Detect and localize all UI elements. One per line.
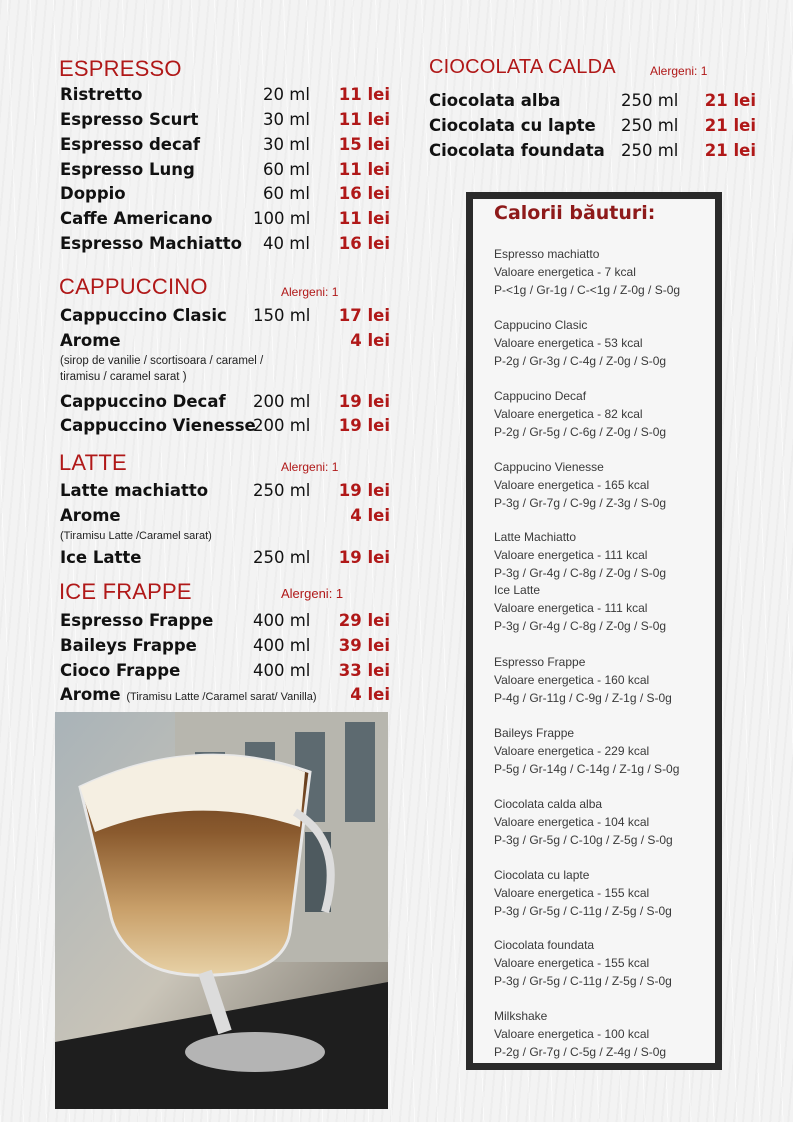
calorie-line: Valoare energetica - 229 kcal [494, 743, 650, 758]
calorie-line: Valoare energetica - 7 kcal [494, 264, 636, 279]
menu-item [60, 133, 390, 157]
calorie-line: Cappucino Decaf [494, 389, 587, 403]
calorie-line: Cappucino Vienesse [494, 460, 604, 474]
calorie-line: Ciocolata calda alba [494, 797, 603, 811]
item-name: Espresso Scurt [60, 110, 199, 129]
calorie-line: P-3g / Gr-5g / C-11g / Z-5g / S-0g [494, 973, 672, 988]
menu-item [60, 634, 390, 658]
item-volume: 400 ml [253, 611, 311, 630]
menu-item [60, 546, 390, 570]
calorie-line: Valoare energetica - 155 kcal [494, 885, 650, 900]
menu-item [60, 659, 390, 683]
item-price: 17 lei [338, 306, 390, 325]
arome-note-line: (sirop de vanilie / scortisoara / caramel / [60, 355, 264, 367]
item-volume: 250 ml [621, 91, 679, 110]
item-name: Doppio [60, 184, 126, 203]
item-volume: 40 ml [263, 234, 310, 253]
calorie-line: Latte Machiatto [494, 530, 577, 544]
item-volume: 250 ml [253, 548, 311, 567]
calorie-line: P-3g / Gr-5g / C-11g / Z-5g / S-0g [494, 903, 672, 918]
item-price: 19 lei [338, 392, 390, 411]
frappe-allergens: Alergeni: 1 [281, 586, 344, 601]
menu-item [60, 414, 390, 438]
calorie-entry [494, 388, 714, 441]
calorie-line: P-5g / Gr-14g / C-14g / Z-1g / S-0g [494, 761, 680, 776]
calorie-line: Valoare energetica - 165 kcal [494, 477, 650, 492]
item-name: Ciocolata foundata [429, 141, 605, 160]
coffee-photo [55, 712, 388, 1109]
item-volume: 200 ml [253, 392, 311, 411]
item-price: 4 lei [350, 685, 390, 704]
item-price: 11 lei [338, 85, 390, 104]
item-name: Ciocolata alba [429, 91, 561, 110]
item-name: Cappuccino Decaf [60, 392, 226, 411]
menu-item [60, 304, 390, 328]
menu-item [429, 114, 756, 138]
calorie-entry [494, 725, 714, 778]
item-price: 21 lei [704, 91, 756, 110]
item-name: Espresso Machiatto [60, 234, 242, 253]
cappuccino-title: CAPPUCCINO [59, 274, 208, 299]
item-name: Cappuccino Clasic [60, 306, 227, 325]
calorie-line: Espresso Frappe [494, 655, 586, 669]
ciocolata-allergens: Alergeni: 1 [650, 64, 708, 78]
item-volume: 400 ml [253, 636, 311, 655]
item-volume: 100 ml [253, 209, 311, 228]
arome-inline-note: (Tiramisu Latte /Caramel sarat/ Vanilla) [126, 691, 317, 703]
item-price: 11 lei [338, 160, 390, 179]
item-name: Baileys Frappe [60, 636, 197, 655]
item-volume: 250 ml [253, 481, 311, 500]
item-name: Ristretto [60, 85, 143, 104]
menu-item [60, 504, 390, 528]
item-volume: 30 ml [263, 135, 310, 154]
item-price: 19 lei [338, 481, 390, 500]
item-volume: 250 ml [621, 141, 679, 160]
calorie-line: P-2g / Gr-3g / C-4g / Z-0g / S-0g [494, 353, 667, 368]
latte-title: LATTE [59, 450, 127, 475]
item-volume: 250 ml [621, 116, 679, 135]
menu-item [60, 207, 390, 231]
item-price: 33 lei [338, 661, 390, 680]
calorie-line: Baileys Frappe [494, 726, 575, 740]
item-price: 15 lei [338, 135, 390, 154]
item-volume: 400 ml [253, 661, 311, 680]
ciocolata-title: CIOCOLATA CALDA [429, 56, 616, 78]
menu-item [60, 182, 390, 206]
item-price: 16 lei [338, 234, 390, 253]
calorie-line: Cappucino Clasic [494, 318, 588, 332]
espresso-title: ESPRESSO [59, 56, 182, 81]
item-price: 29 lei [338, 611, 390, 630]
calorie-entry [494, 246, 714, 299]
item-price: 21 lei [704, 116, 756, 135]
calorie-entry [494, 937, 714, 990]
calorie-line: Ciocolata foundata [494, 938, 595, 952]
menu-item [60, 609, 390, 633]
item-name [60, 683, 317, 709]
calorie-line: Valoare energetica - 111 kcal [494, 601, 648, 616]
item-price: 39 lei [338, 636, 390, 655]
calorie-line: P-4g / Gr-11g / C-9g / Z-1g / S-0g [494, 690, 672, 705]
calorie-entry [494, 654, 714, 707]
item-price: 4 lei [350, 506, 390, 525]
arome-note-line: tiramisu / caramel sarat ) [60, 371, 187, 383]
item-price: 19 lei [338, 416, 390, 435]
item-name: Espresso Lung [60, 160, 195, 179]
menu-item [60, 479, 390, 503]
calorie-entry [494, 459, 714, 512]
item-volume: 200 ml [253, 416, 311, 435]
calorie-title: Calorii băuturi: [494, 202, 656, 224]
menu-item [60, 232, 390, 256]
calorie-line: P-<1g / Gr-1g / C-<1g / Z-0g / S-0g [494, 282, 681, 297]
calorie-line: Valoare energetica - 100 kcal [494, 1026, 650, 1041]
menu-item [60, 108, 390, 132]
calorie-line: Espresso machiatto [494, 247, 600, 261]
arome-label: Arome [60, 685, 121, 704]
calorie-line: Valoare energetica - 111 kcal [494, 547, 648, 562]
item-volume: 30 ml [263, 110, 310, 129]
item-volume: 60 ml [263, 184, 310, 203]
item-name: Caffe Americano [60, 209, 213, 228]
calorie-line: P-2g / Gr-7g / C-5g / Z-4g / S-0g [494, 1044, 667, 1059]
item-volume: 60 ml [263, 160, 310, 179]
menu-item [429, 89, 756, 113]
latte-glass-illustration [55, 712, 388, 1109]
calorie-entry [494, 867, 714, 920]
item-price: 4 lei [350, 331, 390, 350]
calorie-entry [494, 796, 714, 849]
calorie-line: P-3g / Gr-7g / C-9g / Z-3g / S-0g [494, 495, 667, 510]
item-name: Latte machiatto [60, 481, 209, 500]
calorie-line: P-3g / Gr-5g / C-10g / Z-5g / S-0g [494, 832, 673, 847]
item-price: 21 lei [704, 141, 756, 160]
item-name: Cappuccino Vienesse [60, 416, 256, 435]
calorie-entry [494, 317, 714, 370]
menu-item [60, 683, 390, 707]
item-name: Espresso decaf [60, 135, 201, 154]
calorie-line: P-3g / Gr-4g / C-8g / Z-0g / S-0g [494, 618, 667, 633]
calorie-line: Milkshake [494, 1009, 548, 1023]
calorie-line: Ciocolata cu lapte [494, 868, 590, 882]
item-price: 11 lei [338, 110, 390, 129]
cappuccino-allergens: Alergeni: 1 [281, 285, 339, 299]
menu-item [60, 390, 390, 414]
frappe-title: ICE FRAPPE [59, 579, 192, 604]
calorie-line: Valoare energetica - 155 kcal [494, 955, 650, 970]
calorie-entry [494, 1008, 714, 1061]
item-price: 19 lei [338, 548, 390, 567]
arome-options-note [60, 353, 263, 385]
item-name: Ice Latte [60, 548, 142, 567]
menu-item [60, 158, 390, 182]
item-volume: 20 ml [263, 85, 310, 104]
calorie-line: Valoare energetica - 104 kcal [494, 814, 650, 829]
item-name: Ciocolata cu lapte [429, 116, 596, 135]
calorie-entry [494, 529, 714, 636]
item-price: 16 lei [338, 184, 390, 203]
calorie-line: Ice Latte [494, 583, 541, 598]
calorie-line: Valoare energetica - 160 kcal [494, 672, 650, 687]
calorie-line: P-3g / Gr-4g / C-8g / Z-0g / S-0g [494, 565, 667, 580]
item-volume: 150 ml [253, 306, 311, 325]
latte-allergens: Alergeni: 1 [281, 460, 339, 474]
menu-item [60, 83, 390, 107]
item-name: Cioco Frappe [60, 661, 181, 680]
calorie-line: Valoare energetica - 82 kcal [494, 406, 643, 421]
latte-arome-note: (Tiramisu Latte /Caramel sarat) [60, 530, 212, 542]
calorie-line: Valoare energetica - 53 kcal [494, 335, 643, 350]
calorie-line: P-2g / Gr-5g / C-6g / Z-0g / S-0g [494, 424, 667, 439]
menu-item [429, 139, 756, 163]
item-name: Arome [60, 331, 121, 350]
item-name: Arome [60, 506, 121, 525]
item-price: 11 lei [338, 209, 390, 228]
menu-item [60, 329, 390, 353]
item-name: Espresso Frappe [60, 611, 214, 630]
